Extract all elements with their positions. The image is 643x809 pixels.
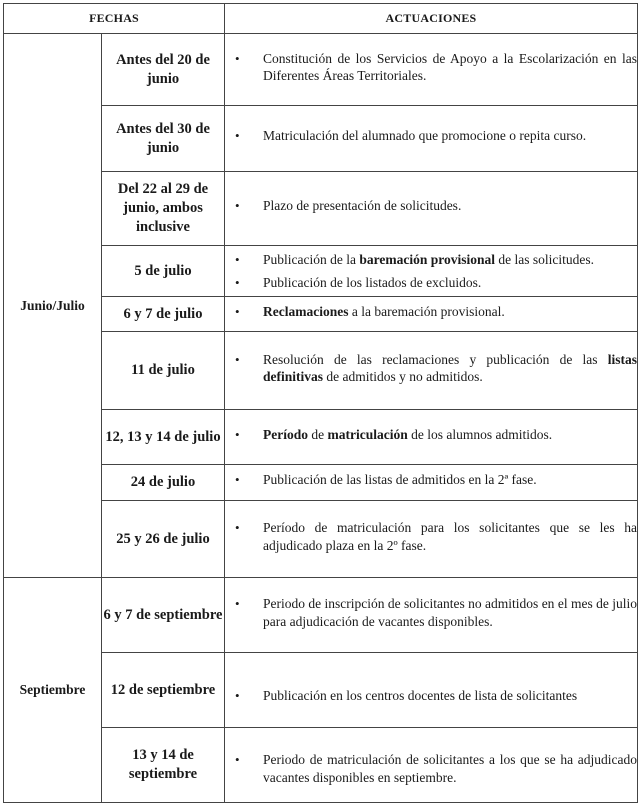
action-text: Periodo de inscripción de solicitantes no admitidos en el mes de julio para adjudicación de vacantes disponibles.: [263, 596, 637, 629]
action-text: Publicación en los centros docentes de lista de solicitantes: [263, 687, 578, 703]
action-item: [225, 274, 637, 292]
action-list: [225, 519, 637, 554]
date-cell: Antes del 30 de junio: [102, 106, 225, 172]
action-item: [225, 519, 637, 554]
date-cell: Antes del 20 de junio: [102, 34, 225, 106]
date-cell: 5 de julio: [102, 246, 225, 297]
date-cell: 25 y 26 de julio: [102, 501, 225, 578]
action-text: Matriculación del alumnado que promocione o repita curso.: [263, 128, 587, 144]
period-junio-julio: Junio/Julio: [4, 34, 102, 578]
action-list: [225, 751, 637, 786]
date-cell: Del 22 al 29 de junio, ambos inclusive: [102, 172, 225, 246]
action-item: [225, 303, 637, 321]
actions-cell: [225, 653, 638, 728]
action-item: [225, 595, 637, 630]
action-text-bold: Período: [263, 426, 308, 442]
action-item: [225, 751, 637, 786]
action-text: de los alumnos admitidos.: [407, 426, 553, 442]
action-list: [225, 127, 637, 145]
actions-cell: [225, 34, 638, 106]
action-text: de las solicitudes.: [495, 252, 594, 267]
action-list: [225, 687, 637, 705]
action-text: Publicación de la: [263, 252, 360, 267]
action-item: [225, 127, 637, 145]
action-list: [225, 303, 637, 321]
action-text: Constitución de los Servicios de Apoyo a la Escolarización en las Diferentes Áreas Territoriales.: [263, 50, 637, 83]
actions-cell: [225, 332, 638, 410]
action-item: [225, 351, 637, 386]
action-item: [225, 197, 637, 215]
actions-cell: [225, 106, 638, 172]
actions-cell: [225, 501, 638, 578]
date-cell: 13 y 14 de septiembre: [102, 728, 225, 803]
actions-cell: [225, 410, 638, 465]
header-actuaciones: ACTUACIONES: [225, 4, 638, 34]
action-item: [225, 251, 637, 269]
actions-cell: [225, 297, 638, 332]
action-item: [225, 471, 637, 489]
action-list: [225, 50, 637, 85]
action-list: [225, 251, 637, 291]
period-septiembre: Septiembre: [4, 578, 102, 803]
header-fechas: FECHAS: [4, 4, 225, 34]
action-list: [225, 351, 637, 386]
header-row: [4, 4, 638, 34]
action-text: Período de matriculación para los solicitantes que se les ha adjudicado plaza en la 2º fase.: [263, 520, 637, 553]
action-list: [225, 471, 637, 489]
date-cell: 6 y 7 de julio: [102, 297, 225, 332]
action-text: de: [308, 426, 328, 442]
date-cell: 12, 13 y 14 de julio: [102, 410, 225, 465]
action-text: Publicación de las listas de admitidos en la 2ª fase.: [263, 472, 537, 488]
actions-cell: [225, 246, 638, 297]
actions-cell: [225, 465, 638, 501]
action-text: Resolución de las reclamaciones y publicación de las: [263, 351, 608, 367]
action-text: Plazo de presentación de solicitudes.: [263, 198, 462, 214]
actions-cell: [225, 578, 638, 653]
action-text-bold: Reclamaciones: [263, 303, 349, 319]
action-item: [225, 687, 637, 705]
action-text: de admitidos y no admitidos.: [323, 369, 483, 384]
date-cell: 11 de julio: [102, 332, 225, 410]
action-text-bold: baremación provisional: [359, 252, 495, 267]
action-item: [225, 50, 637, 85]
actions-cell: [225, 728, 638, 803]
date-cell: 12 de septiembre: [102, 653, 225, 728]
action-text-bold: listas definitivas: [263, 351, 637, 384]
action-item: [225, 426, 637, 444]
action-text: Periodo de matriculación de solicitantes a los que se ha adjudicado vacantes disponibles en septiembre.: [263, 752, 637, 785]
schedule-table: [3, 3, 638, 803]
table-row: [4, 34, 638, 106]
action-list: [225, 426, 637, 444]
action-text: Publicación de los listados de excluidos.: [263, 274, 482, 290]
date-cell: 6 y 7 de septiembre: [102, 578, 225, 653]
table-row: [4, 578, 638, 653]
action-list: [225, 197, 637, 215]
action-text-bold: matriculación: [327, 426, 408, 442]
action-list: [225, 595, 637, 630]
action-text: a la baremación provisional.: [348, 303, 505, 319]
actions-cell: [225, 172, 638, 246]
date-cell: 24 de julio: [102, 465, 225, 501]
